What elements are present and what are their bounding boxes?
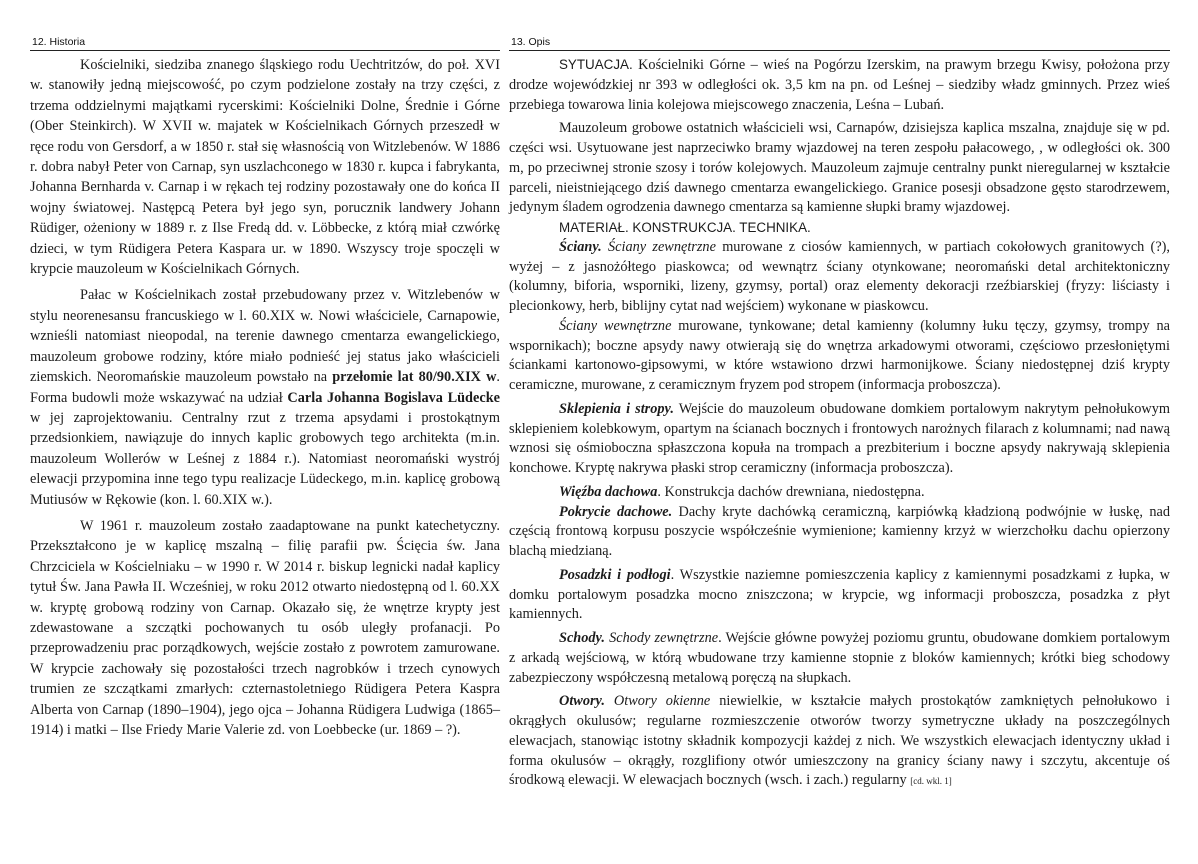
history-paragraph-1: Kościelniki, siedziba znanego śląskiego rodu Uechtritzów, do poł. XVI w. stanowiły jedną miejscowość, po czym podzielone zostały na trzy części, z trzema oddzielnymi majątkami rycerskimi: Kościelniki Dolne, Średnie i Górne (Ober Steinkirch). W XVII w. majatek w Kościelnikach Górnych przeszedł w ręce rodu von Gersdorf, a w 1850 r. stał się własnością von Witzlebenów. W 1886 r. dobra nabył Peter von Carnap, syn uszlachconego w 1830 r. kupca i fabrykanta, Johanna Bernharda v. Carnap i w rękach tej rodziny pozostawały one do końca II wojny światowej. Następcą Petera był jego syn, porucznik landwery Johann Rüdiger, ożeniony w 1889 r. z Ilse Fredą dd. v. Löbbecke, z którą miał czwórkę dzieci, w tym Rüdigera Petera Kaspara ur. w 1890. Wszyscy troje spoczęli w krypcie mauzoleum w Kościelnikach Górnych.: [30, 57, 500, 278]
history-paragraph-3: W 1961 r. mauzoleum zostało zaadaptowane na punkt katechetyczny. Przekształcono je w kaplicę mszalną – filię parafii pw. Ścięcia św. Jana Chrzciciela w Kościelniaku – w 1990 r. W 2014 r. biskup legnicki nadał kaplicy tytuł Św. Jana Pawła II. Wcześniej, w roku 2012 otwarto niedostępną od l. 60.XX w. kryptę grobową rodziny von Carnap. Okazało się, że wnętrze krypty jest zdewastowane a szczątki pochowanych tu osób uległy profanacji. Po przeprowadzeniu prac porządkowych, wejście zostało z powrotem zamurowane. W krypcie zachowały się pozostałości trzech nagrobków i trzech cynowych trumien ze szczątkami zmarłych: czternastoletniego Rüdigera Petera Kaspra Alberta von Carnap (1890–1904), jego ojca – Johanna Rüdigera Ludwiga (1865–1914) i matki – Ilse Friedy Marie Valerie zd. von Loebbecke (ur. 1869 – ?).: [30, 517, 500, 738]
vaults-label: Sklepienia i stropy.: [559, 400, 674, 417]
header-rule-right: [509, 50, 1170, 51]
openings-paragraph: [509, 692, 1170, 792]
roof-truss-text: . Konstrukcja dachów drewniana, niedostępna.: [657, 483, 925, 500]
walls-external-text: murowane z ciosów kamiennych, w partiach cokołowych granitowych (?), wyżej – z jasnożółtego piaskowca; od wewnątrz ściany otynkowane; neoromański detal architektoniczny (kolumny, biforia, wsporniki, lizeny, gzymsy, portal) oraz elementy dekoracji rzeźbiarskiej (fryzy: liściasty i plecionkowy, herb, biblijny cytat nad wejściem) wykonane w piaskowcu.: [509, 238, 1171, 314]
section-header-history: 12. Historia: [32, 36, 86, 48]
walls-internal-label: Ściany wewnętrzne: [559, 317, 672, 334]
section-header-description: 13. Opis: [511, 36, 551, 48]
stairs-external-label: Schody zewnętrzne: [609, 630, 719, 646]
openings-text: niewielkie, w kształcie małych prostokątów zamkniętych pełnołukowo i okrągłych okulusów; regularne rozmieszczenie otworów tworzy symetryczne układy na poszczególnych elewacjach, stanowiąc istotny składnik kompozycji każdej z nich. We wszystkich elewacjach identyczny układ i forma okulusów – okrągły, rozglifiony otwór umieszczony na granicy ściany nawy i szczytu, akcentuje oś środkową elewacji. W elewacjach bocznych (wsch. i zach.) regularny: [509, 693, 1170, 789]
stairs-label: Schody.: [559, 630, 605, 646]
vaults-text: Wejście do mauzoleum obudowane domkiem portalowym nakrytym pełnołukowym sklepieniem kolebkowym, opartym na ścianach bocznych i frontowych narożnych filarach z kolumnami; nad nawą wznosi się ośmioboczna spłaszczona kopuła na trompach a prezbiterium i boczne apsydy nakrywają sklepienia konchowe. Kryptę nakrywa płaski strop ceramiczny (informacja proboszcza).: [509, 400, 1170, 476]
walls-internal-paragraph: [509, 317, 1170, 396]
walls-label: Ściany.: [559, 238, 602, 255]
header-rule-left: [30, 50, 500, 51]
material-section-title: MATERIAŁ. KONSTRUKCJA. TECHNIKA.: [559, 220, 811, 235]
history-text: w jej zaprojektowaniu. Centralny rzut z trzema apsydami i prostokątnym przedsionkiem, nawiązuje do innych kaplic grobowych tego architekta (m.in. mauzoleum Wollerów w Leśnej z 1884 r.). Natomiast neoromański wystrój elewacji przypomina inne tego typu realizacje Lüdeckego, m.in. kaplicę grobową Mutiusów w Rękowie (kon. l. 60.XIX w.).: [30, 409, 500, 508]
roof-truss-paragraph: [509, 483, 1170, 503]
continued-note: [cd. wkl. 1]: [910, 776, 952, 787]
mausoleum-paragraph: Mauzoleum grobowe ostatnich właścicieli wsi, Carnapów, dzisiejsza kaplica mszalna, znajduje się w pd. części wsi. Usytuowane jest naprzeciwko bramy wjazdowej na teren zespołu pałacowego, , w odległości ok. 300 m, po przeciwnej stronie szosy i torów kolejowych. Mauzoleum zajmuje centralny punkt nieregularnej w kształcie parceli, nieistniejącego dziś dawnego cmentarza ewangelickiego. Granice posesji obsadzone gęsto starodrzewem, jedynym śladem ogrodzenia dawnego cmentarza są kamienne słupki bramy wjazdowej.: [509, 120, 1170, 216]
history-column: [30, 55, 500, 740]
floors-label: Posadzki i podłogi: [559, 566, 671, 583]
history-text: . Forma budowli może wskazywać na udział: [30, 369, 500, 406]
history-bold-date: przełomie lat 80/90.XIX w: [332, 369, 497, 386]
situation-text: Kościelniki Górne – wieś na Pogórzu Izerskim, na prawym brzegu Kwisy, położona przy drodze wojewódzkiej nr 393 w odległości ok. 3,5 km na pn. od Leśnej – siedziby władz gminnych. Przez wieś przebiega towarowa linia kolejowa miejscowego znaczenia, Leśna – Lubań.: [509, 57, 1170, 113]
roofing-paragraph: [509, 503, 1170, 562]
walls-internal-text: murowane, tynkowane; detal kamienny (kolumny łuku tęczy, gzymsy, trompy na wspornikach); boczne apsydy nawy otwierają się do wnętrza arkadowymi otworami, częściowo przesłoniętymi ściankami kartonowo-gipsowymi, w które wstawiono drzwi harmonijkowe. Ściany niedostępnej dziś krypty ceramiczne, murowane, z ceramicznym fryzem pod stropem (informacja proboszcza).: [509, 317, 1170, 393]
stairs-paragraph: [509, 629, 1170, 688]
situation-paragraph: [509, 55, 1170, 115]
history-paragraph-2: [30, 285, 500, 509]
openings-window-label: Otwory okienne: [613, 693, 711, 710]
walls-external-label: Ściany zewnętrzne: [608, 238, 716, 255]
roofing-label: Pokrycie dachowe.: [559, 503, 673, 520]
situation-label: SYTUACJA.: [559, 57, 633, 72]
history-bold-architect: Carla Johanna Bogislava Lüdecke: [287, 389, 500, 406]
description-column: [509, 55, 1170, 792]
floors-text: . Wszystkie naziemne pomieszczenia kaplicy z kamiennymi posadzkami z łupka, w domku portalowym posadzka mocno zniszczona; w krypcie, wg informacji proboszcza, posadzka z płyt kamiennych.: [509, 566, 1170, 623]
history-text: Pałac w Kościelnikach został przebudowany przez v. Witzlebenów w stylu neorenesansu francuskiego w l. 60.XIX w. Nowi właściciele, Carnapowie, wznieśli natomiast nieopodal, na terenie dawnego cmentarza ewangelickiego, mauzoleum grobowe rodziny, które miało podnieść jej status jako właścicieli ziemskich. Neoromańskie mauzoleum powstało na: [30, 287, 500, 386]
openings-label: Otwory.: [559, 693, 605, 710]
stairs-text: . Wejście główne powyżej poziomu gruntu, obudowane domkiem portalowym z arkadą wejściową, w którą wbudowane trzy kamienne stopnie z bloków kamiennych; krótki bieg schodowy zabezpieczony współczesną metalową poręczą na słupkach.: [509, 630, 1170, 686]
vaults-paragraph: [509, 400, 1170, 479]
roof-truss-label: Więźba dachowa: [559, 483, 658, 500]
floors-paragraph: [509, 566, 1170, 625]
roofing-text: Dachy kryte dachówką ceramiczną, karpiówką kładzioną podwójnie w łuskę, nad częścią frontową korpusu poszycie współcześnie wymienione; kamienny krzyż w wierzchołku dachu opierzony blachą miedzianą.: [509, 503, 1170, 559]
walls-paragraph: [509, 238, 1170, 317]
